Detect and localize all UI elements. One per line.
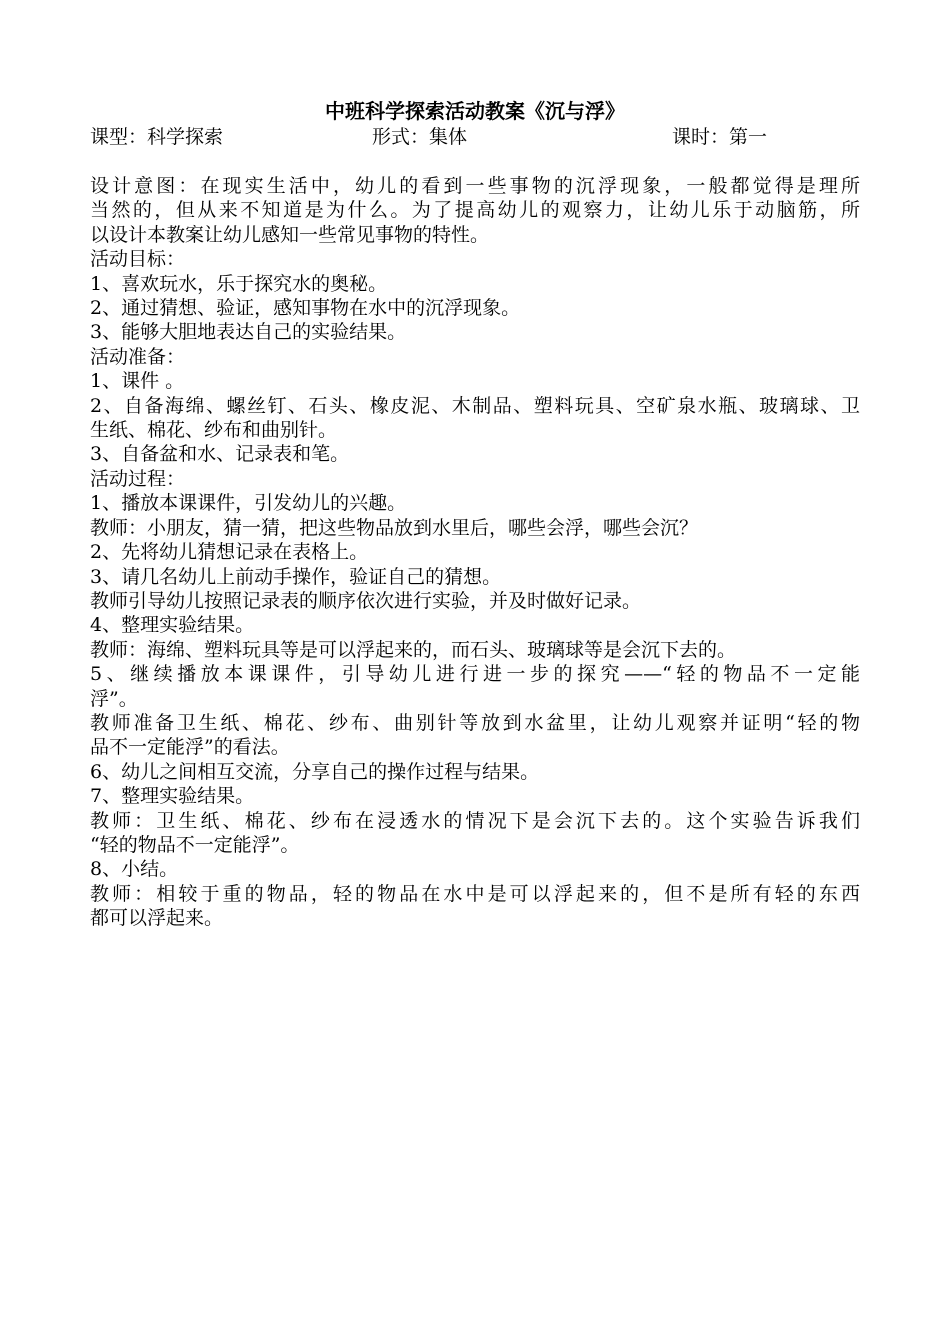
body-line: “轻的物品不一定能浮”。 <box>90 833 300 856</box>
body-line: 教师引导幼儿按照记录表的顺序依次进行实验，并及时做好记录。 <box>90 589 642 612</box>
body-line: 教师：海绵、塑料玩具等是可以浮起来的，而石头、玻璃球等是会沉下去的。 <box>90 638 737 661</box>
body-line: 教师：小朋友，猜一猜，把这些物品放到水里后，哪些会浮，哪些会沉？ <box>90 516 699 539</box>
lesson-form: 形式：集体 <box>372 126 468 148</box>
body-line: 4、整理实验结果。 <box>90 614 255 637</box>
body-line: 活动准备： <box>90 345 186 368</box>
body-line: 浮”。 <box>90 687 138 710</box>
body-line: 教师：卫生纸、棉花、纱布在浸透水的情况下是会沉下去的。这个实验告诉我们 <box>90 809 860 832</box>
body-line: 6、幼儿之间相互交流，分享自己的操作过程与结果。 <box>90 760 540 783</box>
document-body <box>90 174 860 931</box>
body-line: 2、先将幼儿猜想记录在表格上。 <box>90 541 369 564</box>
body-line: 3、能够大胆地表达自己的实验结果。 <box>90 321 407 344</box>
body-line: 8、小结。 <box>90 858 179 881</box>
body-line: 都可以浮起来。 <box>90 907 224 930</box>
body-line: 7、整理实验结果。 <box>90 785 255 808</box>
body-line: 1、喜欢玩水，乐于探究水的奥秘。 <box>90 272 388 295</box>
body-line: 1、播放本课课件，引发幼儿的兴趣。 <box>90 492 407 515</box>
body-line: 设计意图：在现实生活中，幼儿的看到一些事物的沉浮现象，一般都觉得是理所 <box>90 175 860 197</box>
body-line: 3、自备盆和水、记录表和笔。 <box>90 443 350 466</box>
body-line: 以设计本教案让幼儿感知一些常见事物的特性。 <box>90 223 490 246</box>
body-line: 1、课件 。 <box>90 370 185 393</box>
body-line: 2、自备海绵、螺丝钉、石头、橡皮泥、木制品、塑料玩具、空矿泉水瓶、玻璃球、卫 <box>90 394 860 417</box>
body-line: 当然的，但从来不知道是为什么。为了提高幼儿的观察力，让幼儿乐于动脑筋，所 <box>90 199 860 222</box>
document-title: 中班科学探索活动教案《沉与浮》 <box>325 99 625 123</box>
body-line: 生纸、棉花、纱布和曲别针。 <box>90 419 338 442</box>
body-line: 2、通过猜想、验证，感知事物在水中的沉浮现象。 <box>90 297 521 320</box>
body-line: 3、请几名幼儿上前动手操作，验证自己的猜想。 <box>90 565 502 588</box>
body-line: 教师：相较于重的物品，轻的物品在水中是可以浮起来的，但不是所有轻的东西 <box>90 882 860 905</box>
lesson-type: 课型：科学探索 <box>90 126 224 148</box>
body-line: 品不一定能浮”的看法。 <box>90 736 290 759</box>
body-line: 5、继续播放本课课件，引导幼儿进行进一步的探究——“轻的物品不一定能 <box>90 663 860 686</box>
body-line: 教师准备卫生纸、棉花、纱布、曲别针等放到水盆里，让幼儿观察并证明“轻的物 <box>90 711 860 734</box>
body-line: 活动过程： <box>90 467 186 490</box>
body-line: 活动目标： <box>90 248 186 271</box>
lesson-hours: 课时：第一 <box>672 126 768 148</box>
